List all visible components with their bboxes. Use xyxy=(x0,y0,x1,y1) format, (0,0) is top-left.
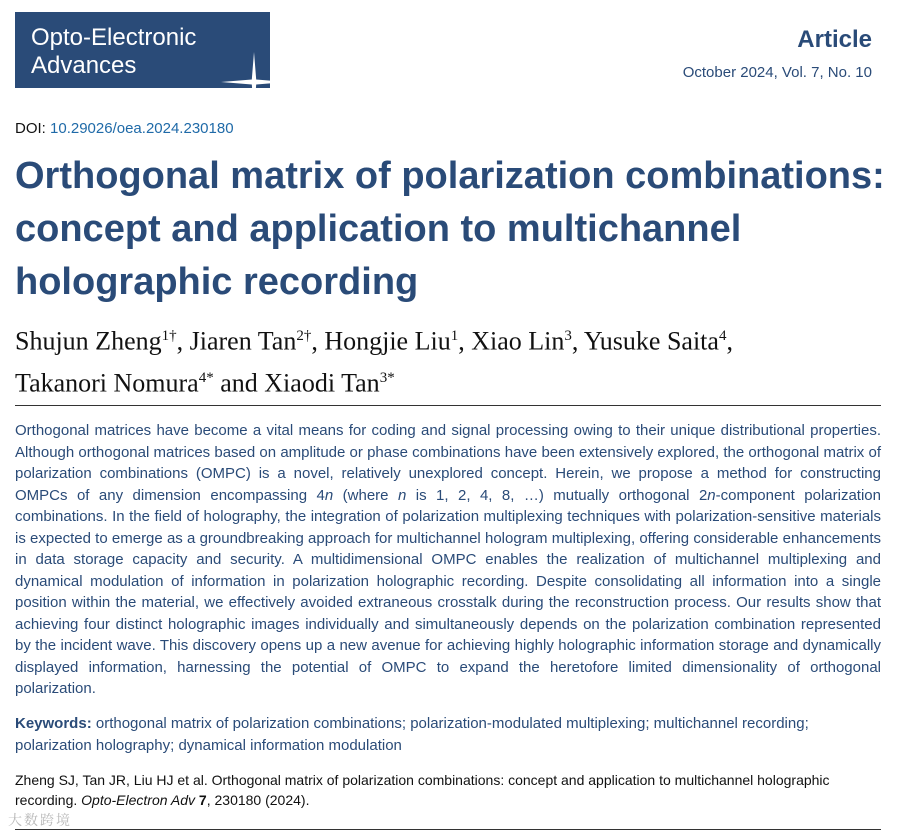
article-type: Article xyxy=(797,26,872,53)
author-affiliation: 3* xyxy=(379,369,395,386)
citation-volume: 7 xyxy=(198,792,207,808)
author-name: Hongjie Liu xyxy=(324,326,451,356)
paper-title: Orthogonal matrix of polarization combinations: concept and application to multichannel holographic recording xyxy=(15,155,885,303)
citation-journal: Opto-Electron Adv xyxy=(81,792,196,808)
divider-bottom xyxy=(15,829,881,830)
author-name: Yusuke Saita xyxy=(583,326,719,356)
doi-label: DOI: xyxy=(15,120,51,137)
journal-name-line1: Opto-Electronic xyxy=(31,24,197,51)
divider-top xyxy=(15,405,881,406)
abstract xyxy=(15,420,881,700)
sparkle-icon xyxy=(221,52,287,112)
issue-info: October 2024, Vol. 7, No. 10 xyxy=(682,64,872,81)
author-affiliation: 4* xyxy=(198,369,214,386)
abstract-text: Orthogonal matrices have become a vital means for coding and signal processing owing to their unique distributional properties. Although orthogonal matrices based on amplitude or phase combinations have been extensively explored, the orthogonal matrix of polarization combinations (OMPC) is a novel, relatively unexplored concept. Herein, we propose a method for constructing OMPCs of any dimension encompassing 4 xyxy=(15,422,881,504)
author-affiliation: 1 xyxy=(450,328,459,344)
abstract-text: -component polarization combinations. In the field of holography, the integration of polarization multiplexing techniques with polarization-sensitive materials is expected to emerge as a groundbreaking approach for multichannel hologram multiplexing, offering considerable enhancements in data storage capacity and security. A multidimensional OMPC enables the realization of multichannel multiplexing and dynamical modulation of information in polarization holographic recording. Despite consolidating all information into a single position within the material, we effectively avoided extraneous crosstalk during the reconstruction process. Our results show that achieving four distinct holographic images individually and simultaneously depends on the polarization combination represented by the incident wave. This discovery opens up a new avenue for achieving highly holographic information storage and dynamically displayed information, harnessing the potential of OMPC to expand the heretofore limited dimensionality of orthogonal polarization. xyxy=(15,486,881,697)
abstract-math: n xyxy=(707,486,716,504)
keywords xyxy=(15,713,881,756)
citation-rest: , 230180 (2024). xyxy=(206,792,310,808)
doi xyxy=(15,120,234,137)
abstract-math: n xyxy=(397,486,407,504)
author-name: Jiaren Tan xyxy=(189,326,297,356)
author-affiliation: 3 xyxy=(564,328,572,344)
author-name: Takanori Nomura xyxy=(15,368,199,398)
author-name: Xiao Lin xyxy=(471,326,565,356)
abstract-text: (where xyxy=(333,486,398,504)
doi-link[interactable]: 10.29026/oea.2024.230180 xyxy=(50,120,234,137)
citation xyxy=(15,770,881,810)
watermark: 大数跨境 xyxy=(8,812,72,828)
author-list: Shujun Zheng$^{1\dagger}$, Jiaren Tan$^{2\dagger}$, Hongjie Liu$^1$, Xiao Lin$^3$, Yusuke Saita$^4$, Takanori Nomura$^{4*}$ and Xiaodi Tan$^{3*}$ xyxy=(15,326,733,398)
journal-name-line2: Advances xyxy=(31,52,137,79)
journal-logo xyxy=(15,12,270,88)
keywords-text: orthogonal matrix of polarization combinations; polarization-modulated multiplexing; multichannel recording; polarization holography; dynamical information modulation xyxy=(15,715,809,754)
abstract-text: is 1, 2, 4, 8, …) mutually orthogonal 2 xyxy=(406,486,708,504)
abstract-math: n xyxy=(324,486,334,504)
author-name: Xiaodi Tan xyxy=(264,368,380,398)
citation-text: Zheng SJ, Tan JR, Liu HJ et al. Orthogonal matrix of polarization combinations: concept and application to multichannel holographic recording. xyxy=(15,772,830,808)
author-affiliation: 4 xyxy=(718,328,727,344)
author-affiliation: 1† xyxy=(161,328,177,344)
author-name: Shujun Zheng xyxy=(15,326,162,356)
keywords-label: Keywords: xyxy=(15,715,92,732)
author-affiliation: 2† xyxy=(296,328,312,344)
